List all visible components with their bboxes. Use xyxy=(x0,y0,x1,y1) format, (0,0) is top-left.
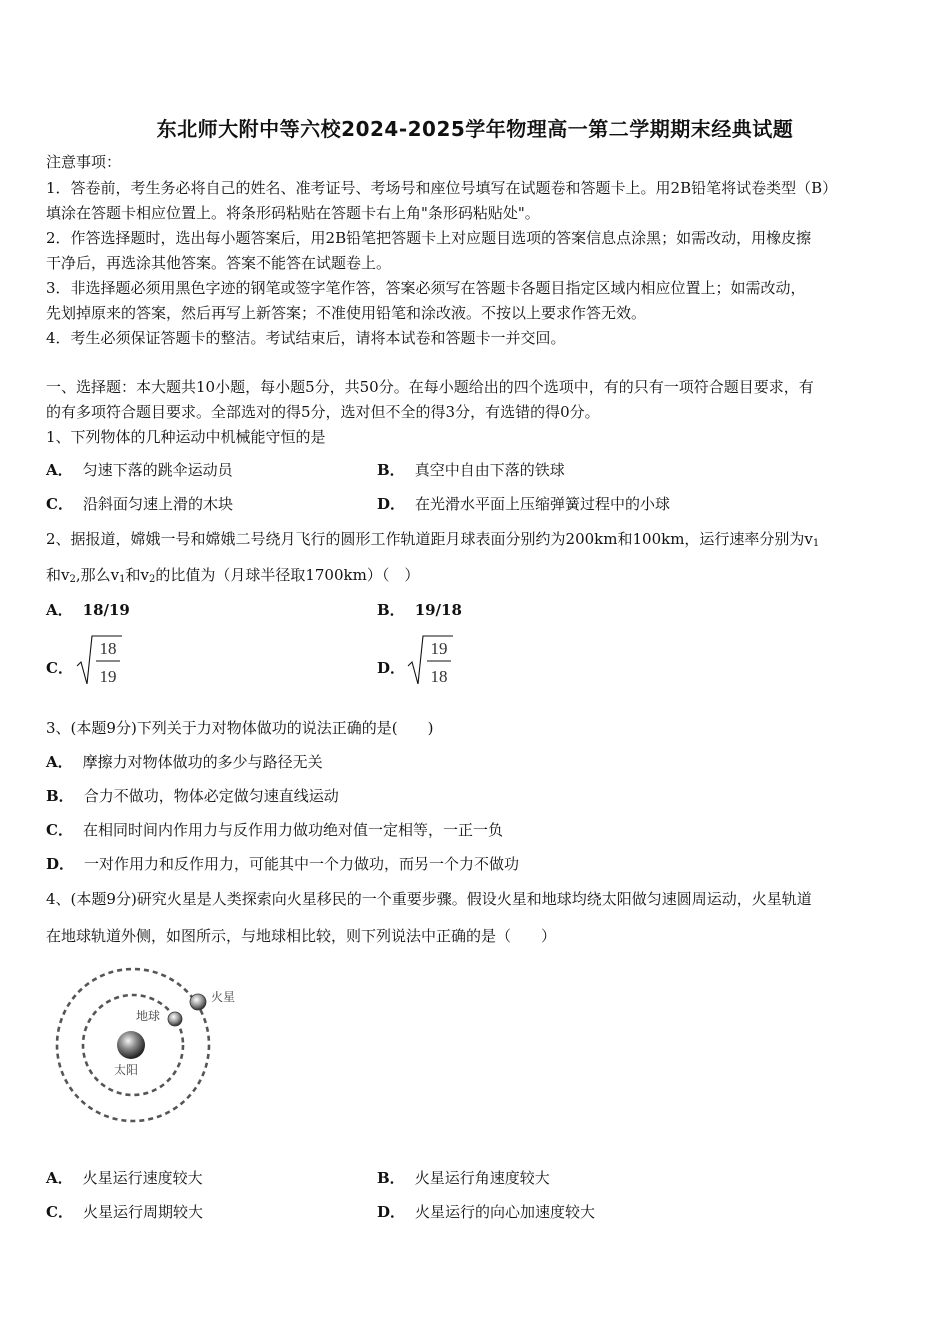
fraction-numerator: 19 xyxy=(430,639,448,658)
option-key: A． xyxy=(46,601,73,619)
option-key: C． xyxy=(46,821,73,839)
q2-option-b[interactable] xyxy=(377,600,462,620)
question-3-stem: 3、(本题9分)下列关于力对物体做功的说法正确的是( ) xyxy=(46,719,434,737)
option-text: 真空中自由下落的铁球 xyxy=(414,461,565,479)
subscript: 1 xyxy=(812,538,820,549)
mars-label: 火星 xyxy=(211,990,236,1004)
option-text: 匀速下落的跳伞运动员 xyxy=(82,461,233,479)
option-text: 一对作用力和反作用力，可能其中一个力做功，而另一个力不做功 xyxy=(84,855,520,873)
subscript: 2 xyxy=(69,574,76,585)
section-line: 一、选择题：本大题共10小题，每小题5分，共50分。在每小题给出的四个选项中，有的只有一项符合题目要求，有 xyxy=(46,378,814,396)
stem-text: ,那么v xyxy=(75,566,120,584)
q3-option-d[interactable] xyxy=(46,854,519,874)
notice-line: 填涂在答题卡相应位置上。将条形码粘贴在答题卡右上角"条形码粘贴处"。 xyxy=(46,204,540,222)
option-key: D． xyxy=(377,659,406,677)
option-key: D． xyxy=(46,855,75,873)
sqrt-fraction-c xyxy=(74,632,124,688)
option-key: B． xyxy=(377,601,405,619)
option-text: 在相同时间内作用力与反作用力做功绝对值一定相等，一正一负 xyxy=(82,821,503,839)
option-text: 火星运行角速度较大 xyxy=(414,1169,550,1187)
sun-icon xyxy=(117,1031,145,1059)
option-text: 18/19 xyxy=(82,601,130,619)
stem-text: 和v xyxy=(125,566,149,584)
option-key: C． xyxy=(46,495,73,513)
sun-label: 太阳 xyxy=(114,1063,139,1077)
option-text: 火星运行周期较大 xyxy=(82,1203,203,1221)
option-key: A． xyxy=(46,753,73,771)
option-text: 摩擦力对物体做功的多少与路径无关 xyxy=(82,753,323,771)
q4-option-a[interactable] xyxy=(46,1168,203,1188)
option-key: C． xyxy=(46,1203,73,1221)
q4-option-b[interactable] xyxy=(377,1168,550,1188)
question-4-stem-line1: 4、(本题9分)研究火星是人类探索向火星移民的一个重要步骤。假设火星和地球均绕太阳做匀速圆周运动，火星轨道 xyxy=(46,890,812,908)
option-text: 合力不做功，物体必定做匀速直线运动 xyxy=(83,787,339,805)
q3-option-c[interactable] xyxy=(46,820,503,840)
option-key: C． xyxy=(46,659,73,677)
question-1-stem: 1、下列物体的几种运动中机械能守恒的是 xyxy=(46,428,326,446)
q4-option-d[interactable] xyxy=(377,1202,595,1222)
fraction-denominator: 18 xyxy=(430,667,448,686)
notice-heading: 注意事项： xyxy=(46,153,122,171)
page-title: 东北师大附中等六校2024-2025学年物理高一第二学期期末经典试题 xyxy=(156,117,794,141)
question-2-stem-line2 xyxy=(46,565,419,590)
fraction-numerator: 18 xyxy=(99,639,117,658)
stem-text: 的比值为（月球半径取1700km）（ ） xyxy=(155,566,420,584)
q1-option-b[interactable] xyxy=(377,460,565,480)
q1-option-c[interactable] xyxy=(46,494,233,514)
option-text: 沿斜面匀速上滑的木块 xyxy=(82,495,233,513)
option-key: B． xyxy=(46,787,74,805)
notice-line: 先划掉原来的答案，然后再写上新答案；不准使用铅笔和涂改液。不按以上要求作答无效。 xyxy=(46,304,647,322)
subscript: 2 xyxy=(148,574,156,585)
question-2-stem-line1 xyxy=(46,529,819,554)
option-text: 火星运行的向心加速度较大 xyxy=(415,1203,596,1221)
option-key: D． xyxy=(377,1203,406,1221)
q1-option-d[interactable] xyxy=(377,494,670,514)
notice-line: 2．作答选择题时，选出每小题答案后，用2B铅笔把答题卡上对应题目选项的答案信息点涂黑；如需改动，用橡皮擦 xyxy=(46,229,812,247)
q3-option-a[interactable] xyxy=(46,752,323,772)
subscript: 1 xyxy=(119,574,126,585)
notice-line: 4．考生必须保证答题卡的整洁。考试结束后，请将本试卷和答题卡一并交回。 xyxy=(46,329,566,347)
earth-label: 地球 xyxy=(136,1009,161,1023)
stem-text: 和v xyxy=(46,566,70,584)
q2-option-a[interactable] xyxy=(46,600,130,620)
q4-option-c[interactable] xyxy=(46,1202,203,1222)
option-key: D． xyxy=(377,495,406,513)
option-text: 19/18 xyxy=(414,601,462,619)
option-key: B． xyxy=(377,461,405,479)
fraction-denominator: 19 xyxy=(99,667,117,686)
notice-line: 3．非选择题必须用黑色字迹的钢笔或签字笔作答，答案必须写在答题卡各题目指定区域内相应位置上；如需改动， xyxy=(46,279,806,297)
earth-icon xyxy=(168,1012,182,1026)
option-text: 火星运行速度较大 xyxy=(82,1169,203,1187)
q3-option-b[interactable] xyxy=(46,786,339,806)
notice-line: 干净后，再选涂其他答案。答案不能答在试题卷上。 xyxy=(46,254,392,272)
option-text: 在光滑水平面上压缩弹簧过程中的小球 xyxy=(415,495,671,513)
option-key: A． xyxy=(46,461,73,479)
question-4-stem-line2: 在地球轨道外侧，如图所示，与地球相比较，则下列说法中正确的是（ ） xyxy=(46,927,557,945)
option-key: A． xyxy=(46,1169,73,1187)
sqrt-fraction-d xyxy=(405,632,455,688)
section-line: 的有多项符合题目要求。全部选对的得5分，选对但不全的得3分，有选错的得0分。 xyxy=(46,403,600,421)
orbit-diagram xyxy=(50,960,260,1130)
mars-icon xyxy=(190,994,206,1010)
notice-line: 1．答卷前，考生务必将自己的姓名、准考证号、考场号和座位号填写在试题卷和答题卡上。用2B铅笔将试卷类型（B） xyxy=(46,179,838,197)
option-key: B． xyxy=(377,1169,405,1187)
stem-text: 2、据报道，嫦娥一号和嫦娥二号绕月飞行的圆形工作轨道距月球表面分别约为200km和100km，运行速率分别为v xyxy=(46,530,813,548)
q1-option-a[interactable] xyxy=(46,460,233,480)
